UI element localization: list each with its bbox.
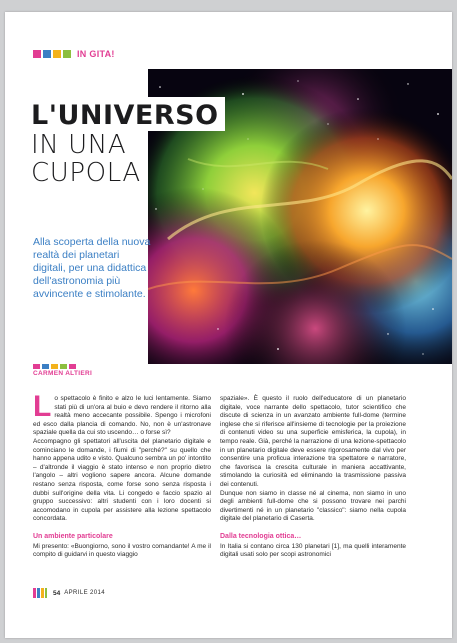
section-label: IN GITA!	[77, 49, 115, 59]
color-square	[51, 364, 58, 369]
color-square	[69, 364, 76, 369]
body-column-left	[33, 390, 211, 560]
article-title	[31, 97, 225, 187]
paragraph: o spettacolo è finito e alzo le luci lentamente. Siamo stati più di un'ora al buio e devo rendere il ritorno alla realtà meno accecante possibile. Spengo i microfoni ed esco dalla plancia di comando. No, non è un'astronave spaziale quella da cui sto uscendo… o forse sì?	[33, 395, 211, 437]
page-footer	[33, 588, 105, 598]
paragraph: Accompagno gli spettatori all'uscita del planetario digitale e cominciano le domande, i fiumi di "perché?" su quello che hanno appena udito e visto. Qualcuno sembra un po' intontito – d'altronde il viaggio è stato intenso e non proprio dietro l'angolo – altri vogliono sapere ancora. Alcune domande restano senza risposta, come forse sono senza risposta i dubbi sull'origine della vita. Li congedo e faccio spazio al gruppo successivo: altri studenti con i loro docenti si accomodano in cupola per assistere alla lezione spettacolo concordata.	[33, 437, 211, 523]
author-color-bar	[33, 364, 78, 369]
color-square	[60, 364, 67, 369]
color-square	[33, 364, 40, 369]
issue-date: APRILE 2014	[64, 590, 105, 596]
section-subhead: Dalla tecnologia ottica…	[220, 532, 302, 540]
title-line-3: CUPOLA	[31, 158, 141, 188]
author-name: CARMEN ALTIERI	[33, 370, 93, 377]
color-square	[42, 364, 49, 369]
color-square	[63, 50, 71, 58]
title-line-2: IN UNA	[31, 130, 127, 160]
color-square	[53, 50, 61, 58]
color-square	[43, 50, 51, 58]
color-square	[33, 50, 41, 58]
article-subtitle: Alla scoperta della nuova realtà dei planetari digitali, per una didattica dell'astronomia più avvincente e stimolante.	[33, 236, 151, 300]
magazine-logo-icon	[33, 588, 47, 598]
drop-cap: L	[33, 390, 52, 423]
paragraph: In Italia si contano circa 130 planetari [1], ma quelli interamente digitali usati solo per scopi astronomici	[220, 542, 406, 559]
title-line-1: L'UNIVERSO	[25, 97, 225, 131]
paragraph: Dunque non siamo in classe né al cinema, non siamo in uno degli ambienti full-dome che si possono trovare nei parchi divertimenti né in un planetario "classico": siamo nella cupola digitale del planetario di Caserta.	[220, 489, 406, 523]
body-column-right	[220, 395, 406, 560]
magazine-page	[5, 12, 452, 638]
paragraph: Mi presento: «Buongiorno, sono il vostro comandante! A me il compito di guidarvi in questo viaggio	[33, 542, 211, 559]
paragraph: spaziale». È questo il ruolo dell'educatore di un planetario digitale, voce narrante dello spettacolo, tutor scientifico che discute di scienza in un avanzato ambiente full-dome (termine inglese che si riferisce all'insieme di tecnologie per la proiezione di contenuti video su una superficie emisferica, la cupola), in tempo reale. Già, perché la narrazione di una lezione-spettacolo in un planetario digitale deve essere rigorosamente dal vivo per consentire una proficua interazione tra spettatore e narratore, che favorisca la crescita culturale in maniera accattivante, stimolando la curiosità ed eliminando la trasmissione passiva dei contenuti.	[220, 395, 406, 488]
section-tag	[33, 49, 115, 59]
section-subhead: Un ambiente particolare	[33, 532, 113, 540]
page-number: 54	[53, 589, 61, 597]
